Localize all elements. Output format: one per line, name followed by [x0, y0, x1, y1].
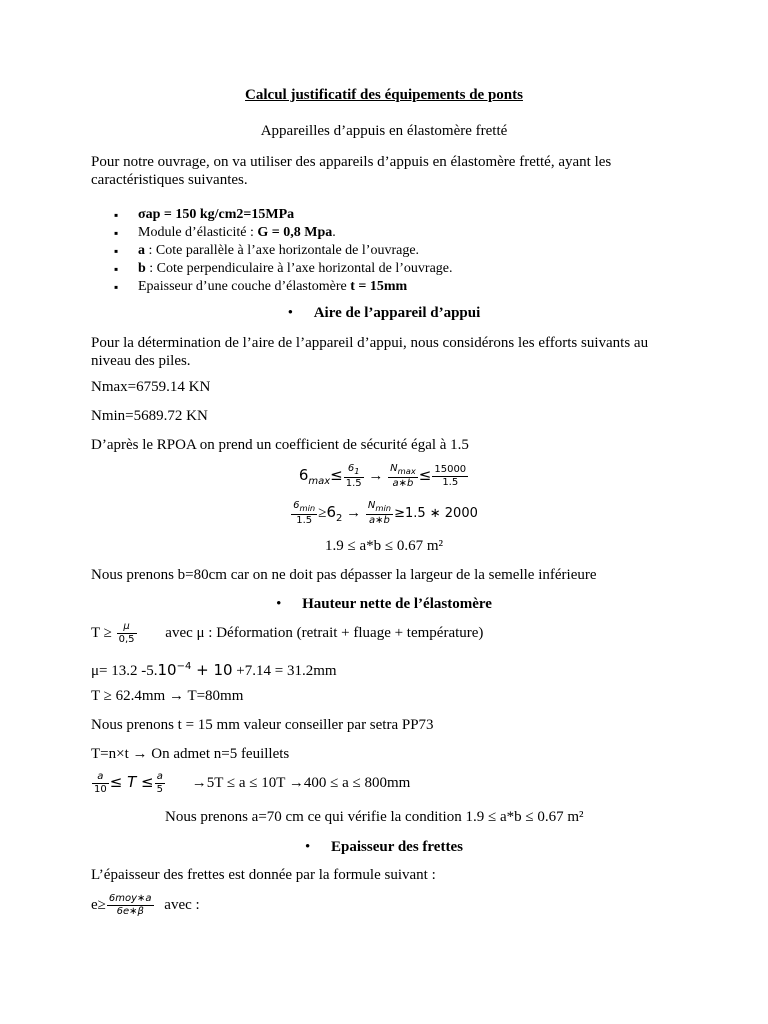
section-heading-frettes: • Epaisseur des frettes: [305, 839, 463, 855]
aire-paragraph: Pour la détermination de l’aire de l’appareil d’appui, nous considérons les efforts suivants au niveau des piles.: [91, 335, 649, 369]
a-choice-sentence: Nous prenons a=70 cm ce qui vérifie la condition 1.9 ≤ a*b ≤ 0.67 m²: [165, 809, 584, 825]
list-item: ▪ a : Cote parallèle à l’axe horizontale de l’ouvrage.: [114, 242, 453, 260]
section-heading-aire: • Aire de l’appareil d’appui: [287, 305, 481, 321]
rpoa-sentence: D’après le RPOA on prend un coefficient de sécurité égal à 1.5: [91, 437, 469, 453]
list-item: ▪ Module d’élasticité : G = 0,8 Mpa.: [114, 224, 453, 242]
t-bound-line: T ≥ 62.4mm → T=80mm: [91, 688, 244, 704]
document-title: Calcul justificatif des équipements de ponts: [245, 87, 523, 103]
nmin-value: Nmin=5689.72 KN: [91, 408, 208, 424]
equation-area-range: 1.9 ≤ a*b ≤ 0.67 m²: [324, 538, 444, 554]
width-choice-sentence: Nous prenons b=80cm car on ne doit pas dépasser la largeur de la semelle inférieure: [91, 567, 597, 583]
equation-t-mu: T ≥ $\frac{\mu}{0,5}$ avec μ : Déformation (retrait + fluage + température): [91, 621, 484, 645]
section-heading-hauteur: • Hauteur nette de l’élastomère: [276, 596, 492, 612]
equation-a-range: $\frac{a}{10}$ ≤ T ≤ $\frac{a}{5}$ →5T ≤ a ≤ 10T →400 ≤ a ≤ 800mm: [94, 771, 411, 795]
n-layers-line: T=n×t → On admet n=5 feuillets: [91, 746, 290, 762]
characteristics-list: [114, 206, 453, 296]
list-item: ▪ σap = 150 kg/cm2=15MPa: [114, 206, 453, 224]
equation-sigma-max: $6_{max}\le$ $\frac{6_1}{1.5}$ → $\frac{N_{max}}{a∗b}$ ≤ $\frac{15000}{1.5}$: [298, 463, 467, 489]
list-item: ▪ b : Cote perpendiculaire à l’axe horizontal de l’ouvrage.: [114, 260, 453, 278]
equation-frette-thickness: e≥ $\frac{\text{6moy∗a}}{6e∗\beta}$ avec :: [91, 893, 200, 917]
nmax-value: Nmax=6759.14 KN: [91, 379, 211, 395]
equation-mu-value: μ= 13.2 $-5.10^{-4} + 10 +7.14 = 31.2mm$: [91, 661, 337, 679]
intro-paragraph: Pour notre ouvrage, on va utiliser des appareils d’appuis en élastomère fretté, ayant les caractéristiques suivantes.: [91, 154, 612, 188]
t-choice-sentence: Nous prenons t = 15 mm valeur conseiller par setra PP73: [91, 717, 434, 733]
equation-sigma-min: $\frac{6_{min}}{1.5}$ $\ge 6_2$ → $\frac{N_{min}}{a∗b}$ ≥1.5 ∗ 2000: [293, 500, 478, 526]
list-item: ▪ Epaisseur d’une couche d’élastomère t = 15mm: [114, 278, 453, 296]
frettes-sentence: L’épaisseur des frettes est donnée par la formule suivant :: [91, 867, 436, 883]
document-subtitle: Appareilles d’appuis en élastomère fretté: [260, 123, 508, 139]
